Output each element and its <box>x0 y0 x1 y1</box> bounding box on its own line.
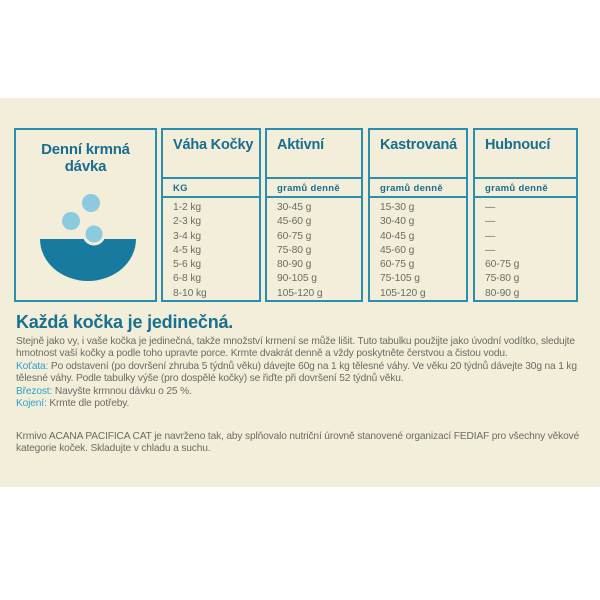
table-cell: — <box>485 230 496 242</box>
weight-cells <box>163 198 259 301</box>
column-header-active: Aktivní <box>267 130 361 179</box>
intro-text: Stejně jako vy, i vaše kočka je jedinečná, takže množství krmení se může lišit. Tuto tabulku použijte jako úvodní vodítko, sledujte hmotnost vaší kočky a podle toho upravte porce. Krmte dvakrát denně a vždy poskytněte čerstvou a čistou vodu. <box>16 336 575 360</box>
table-cell: 75-80 g <box>485 273 520 285</box>
column-weight <box>161 128 261 302</box>
table-cell: 60-75 g <box>277 230 312 242</box>
active-cells <box>267 198 361 301</box>
slimming-cells <box>475 198 576 301</box>
table-cell: 80-90 g <box>277 259 312 271</box>
lactation-label: Kojení: <box>16 398 47 410</box>
column-daily-ration <box>14 128 157 302</box>
table-cell: 6-8 kg <box>173 273 202 285</box>
table-title: Denní krmná dávka <box>41 141 130 175</box>
table-cell: 75-80 g <box>277 244 312 256</box>
subheader-grams-slimming: gramů denně <box>475 179 576 198</box>
column-castrated <box>368 128 468 302</box>
table-cell: 8-10 kg <box>173 287 207 299</box>
table-cell: 1-2 kg <box>173 202 202 213</box>
table-cell: 45-60 g <box>380 244 415 256</box>
pregnancy-text <box>16 386 588 398</box>
table-cell: 75-105 g <box>380 273 420 285</box>
column-slimming <box>473 128 578 302</box>
kittens-body: Po odstavení (po dovršení zhruba 5 týdnů věku) dávejte 60g na 1 kg tělesné váhy. Ve věku 20 týdnů dávejte 30g na 1 kg tělesné váhy. Podle tabulky výše (pro dospělé kočky) se řiďte při dovršení 52 týdnů věku. <box>16 360 577 385</box>
subheader-grams-active: gramů denně <box>267 179 361 198</box>
lactation-text <box>16 398 588 410</box>
table-cell: 60-75 g <box>380 259 415 271</box>
table-cell: 30-40 g <box>380 216 415 228</box>
lactation-body: Krmte dle potřeby. <box>49 398 130 410</box>
table-cell: 60-75 g <box>485 259 520 271</box>
feeding-table <box>14 128 578 302</box>
table-cell: 40-45 g <box>380 230 415 242</box>
table-cell: 45-60 g <box>277 216 312 228</box>
footer-note: Krmivo ACANA PACIFICA CAT je navrženo tak, aby splňovalo nutriční úrovně stanovené organizací FEDIAF pro všechny věkové kategorie koček. Skladujte v chladu a suchu. <box>16 431 580 455</box>
castrated-cells <box>370 198 466 301</box>
table-cell: 105-120 g <box>380 287 426 299</box>
table-cell: — <box>485 202 496 213</box>
pregnancy-body: Navyšte krmnou dávku o 25 %. <box>54 385 192 397</box>
table-cell: — <box>485 216 496 228</box>
table-cell: 5-6 kg <box>173 259 202 271</box>
feeding-info-section <box>16 312 588 410</box>
table-cell: 3-4 kg <box>173 230 202 242</box>
pregnancy-label: Březost: <box>16 385 53 397</box>
food-bowl-icon <box>16 130 155 300</box>
table-cell: — <box>485 244 496 256</box>
kittens-label: Koťata: <box>16 360 49 372</box>
table-cell: 30-45 g <box>277 202 312 213</box>
column-header-castrated: Kastrovaná <box>370 130 466 179</box>
table-cell: 4-5 kg <box>173 244 202 256</box>
kittens-text <box>16 361 588 386</box>
table-cell: 80-90 g <box>485 287 520 299</box>
feeding-guide-panel <box>0 98 600 487</box>
table-cell: 105-120 g <box>277 287 323 299</box>
column-active <box>265 128 363 302</box>
table-cell: 90-105 g <box>277 273 317 285</box>
column-header-weight: Váha Kočky <box>163 130 259 179</box>
subheader-kg: KG <box>163 179 259 198</box>
subheader-grams-castrated: gramů denně <box>370 179 466 198</box>
table-cell: 2-3 kg <box>173 216 202 228</box>
section-heading: Každá kočka je jedinečná. <box>16 312 234 332</box>
table-cell: 15-30 g <box>380 202 415 213</box>
column-header-slimming: Hubnoucí <box>475 130 576 179</box>
